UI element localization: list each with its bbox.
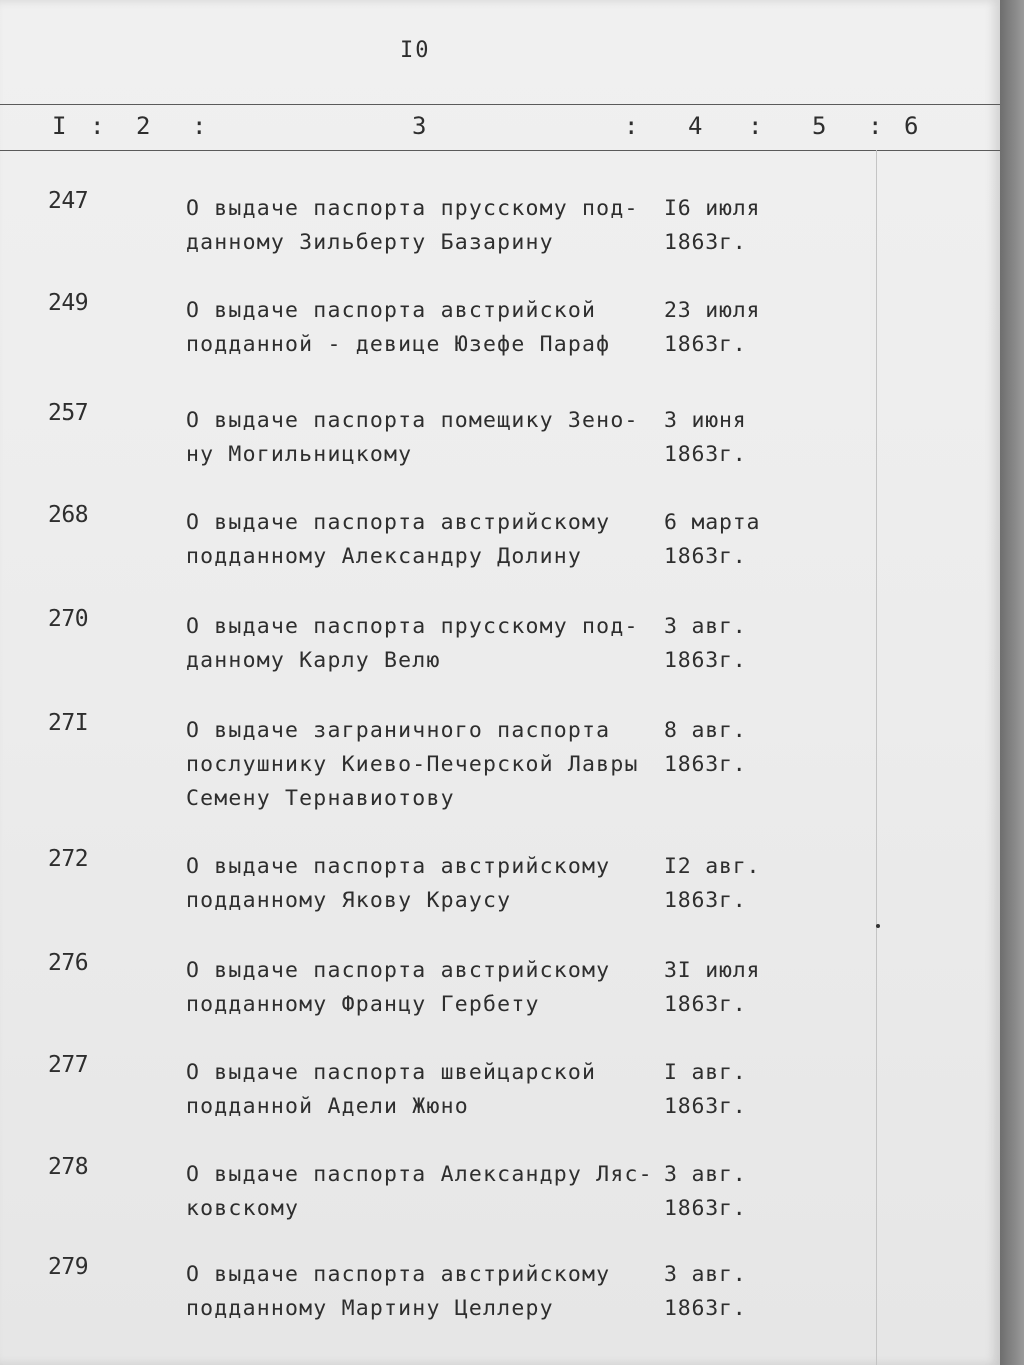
entry-description: О выдаче паспорта прусскому под-данному Зильберту Базарину xyxy=(186,196,639,255)
entry-description: О выдаче паспорта австрийскому подданному Францу Гербету xyxy=(186,958,611,1017)
entry-number: 278 xyxy=(48,1154,89,1180)
col-header-2: 2 xyxy=(136,112,151,140)
col-header-sep: : xyxy=(624,112,639,140)
entry-number: 27I xyxy=(48,710,89,736)
entry-number: 249 xyxy=(48,290,89,316)
entry-description: О выдаче паспорта помещику Зено-ну Могильницкому xyxy=(186,408,639,467)
col-header-1: I xyxy=(52,112,67,140)
entry-description: О выдаче паспорта австрийскому подданному Александру Долину xyxy=(186,510,611,569)
col-header-4: 4 xyxy=(688,112,703,140)
entry-date: 3I июля 1863г. xyxy=(664,958,761,1017)
entry-number: 276 xyxy=(48,950,89,976)
entry-description: О выдаче паспорта австрийской подданной - девице Юзефе Параф xyxy=(186,298,611,357)
col-header-6: 6 xyxy=(904,112,919,140)
entry-date: I2 авг. 1863г. xyxy=(664,854,761,913)
col-header-sep: : xyxy=(868,112,883,140)
col-header-5: 5 xyxy=(812,112,827,140)
entry-number: 272 xyxy=(48,846,89,872)
entry-date: I6 июля 1863г. xyxy=(664,196,761,255)
col-header-sep: : xyxy=(192,112,207,140)
header-rule-top xyxy=(0,104,1000,105)
entry-date: 3 июня 1863г. xyxy=(664,408,747,467)
col-header-sep: : xyxy=(748,112,763,140)
entry-date: 3 авг. 1863г. xyxy=(664,614,747,673)
page-edge-shadow xyxy=(1000,0,1024,1365)
entry-description: О выдаче паспорта прусскому под-данному Карлу Велю xyxy=(186,614,639,673)
entry-description: О выдаче паспорта Александру Ляс-ковскому xyxy=(186,1162,653,1221)
entry-date: 8 авг. 1863г. xyxy=(664,718,747,777)
entry-date: 23 июля 1863г. xyxy=(664,298,761,357)
entry-date: 3 авг. 1863г. xyxy=(664,1262,747,1321)
entry-number: 268 xyxy=(48,502,89,528)
entry-number: 277 xyxy=(48,1052,89,1078)
page-number: I0 xyxy=(400,38,431,63)
entry-description: О выдаче паспорта австрийскому подданному Мартину Целлеру xyxy=(186,1262,611,1321)
entry-number: 247 xyxy=(48,188,89,214)
entry-number: 279 xyxy=(48,1254,89,1280)
entry-description: О выдаче паспорта австрийскому подданному Якову Краусу xyxy=(186,854,611,913)
entry-date: I авг. 1863г. xyxy=(664,1060,747,1119)
header-rule-bottom xyxy=(0,150,1000,151)
entry-date: 3 авг. 1863г. xyxy=(664,1162,747,1221)
entry-date: 6 марта 1863г. xyxy=(664,510,761,569)
ink-speck xyxy=(876,924,880,928)
entry-description: О выдаче заграничного паспорта послушнику Киево-Печерской Лавры Семену Тернавиотову xyxy=(186,718,639,811)
entry-number: 257 xyxy=(48,400,89,426)
entry-description: О выдаче паспорта швейцарской подданной Адели Жюно xyxy=(186,1060,597,1119)
col-header-3: 3 xyxy=(412,112,427,140)
column-divider xyxy=(876,150,877,1365)
entry-number: 270 xyxy=(48,606,89,632)
col-header-sep: : xyxy=(90,112,105,140)
